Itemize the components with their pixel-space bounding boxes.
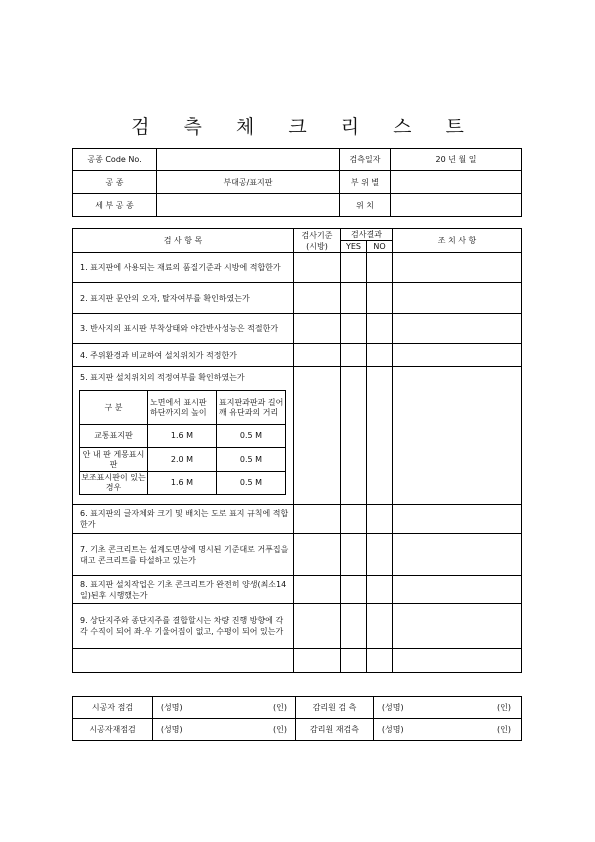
subtable-header: 구 분: [80, 391, 148, 425]
subtable-cell: 1.6 M: [148, 425, 217, 448]
subtable-cell: 2.0 M: [148, 448, 217, 472]
criteria-cell[interactable]: [294, 253, 341, 283]
blank-item[interactable]: [73, 649, 294, 673]
action-cell[interactable]: [393, 314, 522, 344]
subtable-header: 표지판과판과 길어깨 유단과의 거리: [217, 391, 286, 425]
check-item: 4. 주위환경과 비교하여 설치위치가 적정한가: [73, 344, 294, 367]
contractor-reinspect-label: 시공자재점검: [73, 719, 153, 741]
seal-mark[interactable]: (인): [191, 719, 296, 741]
table-row: [73, 604, 522, 649]
action-cell[interactable]: [393, 344, 522, 367]
subtable-cell: 보조표시판이 있는 경우: [80, 472, 148, 495]
criteria-cell[interactable]: [294, 314, 341, 344]
page-title: 검 측 체 크 리 스 트: [131, 116, 478, 138]
seal-mark[interactable]: (인): [412, 719, 522, 741]
subtable-cell: 교통표지판: [80, 425, 148, 448]
check-item-5: [73, 367, 294, 505]
action-cell[interactable]: [393, 604, 522, 649]
contractor-inspect-label: 시공자 점검: [73, 697, 153, 719]
check-item: 1. 표지판에 사용되는 재료의 품질기준과 시방에 적합한가: [73, 253, 294, 283]
criteria-cell[interactable]: [294, 505, 341, 534]
no-cell[interactable]: [367, 604, 393, 649]
seal-mark[interactable]: (인): [412, 697, 522, 719]
criteria-cell[interactable]: [294, 649, 341, 673]
work-type-value[interactable]: 부대공/표지판: [157, 171, 340, 194]
table-row: [73, 649, 522, 673]
yes-cell[interactable]: [341, 649, 367, 673]
action-cell[interactable]: [393, 649, 522, 673]
subtable-cell: 0.5 M: [217, 472, 286, 495]
col-no-header: NO: [367, 241, 393, 253]
table-row: [73, 344, 522, 367]
part-field[interactable]: [391, 171, 522, 194]
location-label: 위 치: [340, 194, 391, 217]
action-cell[interactable]: [393, 576, 522, 604]
col-criteria-label: 검사기준: [301, 230, 333, 240]
yes-cell[interactable]: [341, 367, 367, 505]
criteria-cell[interactable]: [294, 344, 341, 367]
header-table: [72, 148, 522, 217]
table-row: [73, 283, 522, 314]
subtable-cell: 1.6 M: [148, 472, 217, 495]
supervisor-inspect-label: 감리원 검 측: [296, 697, 374, 719]
detail-work-label: 세 부 공 종: [73, 194, 157, 217]
subtable-cell: 0.5 M: [217, 425, 286, 448]
no-cell[interactable]: [367, 314, 393, 344]
check-item: 5. 표지판 설치위치의 적정여부를 확인하였는가: [80, 373, 245, 382]
subtable-cell: 안 내 판 게몽표시판: [80, 448, 148, 472]
table-row: [73, 314, 522, 344]
work-code-field[interactable]: [157, 149, 340, 171]
yes-cell[interactable]: [341, 344, 367, 367]
action-cell[interactable]: [393, 367, 522, 505]
yes-cell[interactable]: [341, 604, 367, 649]
name-placeholder: (성명): [374, 697, 412, 719]
table-row: [73, 505, 522, 534]
yes-cell[interactable]: [341, 534, 367, 576]
no-cell[interactable]: [367, 649, 393, 673]
name-placeholder: (성명): [374, 719, 412, 741]
work-type-label: 공 종: [73, 171, 157, 194]
subtable-header: 노면에서 표시판 하단까지의 높이: [148, 391, 217, 425]
col-result-header: 검사결과: [341, 229, 393, 241]
subtable-cell: 0.5 M: [217, 448, 286, 472]
criteria-cell[interactable]: [294, 534, 341, 576]
col-action-header: 조 치 사 항: [393, 229, 522, 253]
check-item: 9. 상단지주와 종단지주를 결합할시는 차량 진행 방향에 각각 수직이 되어 좌.우 기울어짐이 없고, 수평이 되어 있는가: [73, 604, 294, 649]
col-criteria-header: [294, 229, 341, 253]
inspection-date-label: 검측일자: [340, 149, 391, 171]
check-item: 8. 표지판 설치작업은 기초 콘크리트가 완전히 양생(최소14일)된후 시행했는가: [73, 576, 294, 604]
height-distance-subtable: [79, 390, 286, 495]
check-item: 3. 반사지의 표시판 부착상태와 야간반사성능은 적절한가: [73, 314, 294, 344]
criteria-cell[interactable]: [294, 283, 341, 314]
no-cell[interactable]: [367, 253, 393, 283]
work-code-label: 공종 Code No.: [73, 149, 157, 171]
signature-table: [72, 696, 522, 741]
yes-cell[interactable]: [341, 253, 367, 283]
supervisor-reinspect-label: 감리원 재검측: [296, 719, 374, 741]
criteria-cell[interactable]: [294, 367, 341, 505]
action-cell[interactable]: [393, 505, 522, 534]
table-row: [73, 534, 522, 576]
col-items-header: 검 사 항 목: [73, 229, 294, 253]
location-field[interactable]: [391, 194, 522, 217]
yes-cell[interactable]: [341, 283, 367, 314]
detail-work-field[interactable]: [157, 194, 340, 217]
col-criteria-sub: (시방): [306, 241, 328, 251]
check-item: 6. 표지판의 글자체와 크기 및 배치는 도로 표지 규칙에 적합한가: [73, 505, 294, 534]
name-placeholder: (성명): [153, 719, 191, 741]
table-row: [73, 576, 522, 604]
part-label: 부 위 별: [340, 171, 391, 194]
no-cell[interactable]: [367, 576, 393, 604]
action-cell[interactable]: [393, 253, 522, 283]
check-item: 7. 기초 콘크리트는 설계도면상에 명시된 기준대로 거푸집을 대고 콘크리트를 타설하고 있는가: [73, 534, 294, 576]
yes-cell[interactable]: [341, 576, 367, 604]
table-row: [73, 253, 522, 283]
check-item: 2. 표지판 문안의 오자, 탈자여부를 확인하였는가: [73, 283, 294, 314]
yes-cell[interactable]: [341, 505, 367, 534]
action-cell[interactable]: [393, 283, 522, 314]
criteria-cell[interactable]: [294, 576, 341, 604]
no-cell[interactable]: [367, 505, 393, 534]
yes-cell[interactable]: [341, 314, 367, 344]
name-placeholder: (성명): [153, 697, 191, 719]
no-cell[interactable]: [367, 534, 393, 576]
criteria-cell[interactable]: [294, 604, 341, 649]
seal-mark[interactable]: (인): [191, 697, 296, 719]
action-cell[interactable]: [393, 534, 522, 576]
inspection-date-field[interactable]: 20 년 월 일: [391, 149, 522, 171]
no-cell[interactable]: [367, 367, 393, 505]
checklist-table: [72, 228, 522, 673]
no-cell[interactable]: [367, 344, 393, 367]
table-row: [73, 367, 522, 505]
no-cell[interactable]: [367, 283, 393, 314]
col-yes-header: YES: [341, 241, 367, 253]
